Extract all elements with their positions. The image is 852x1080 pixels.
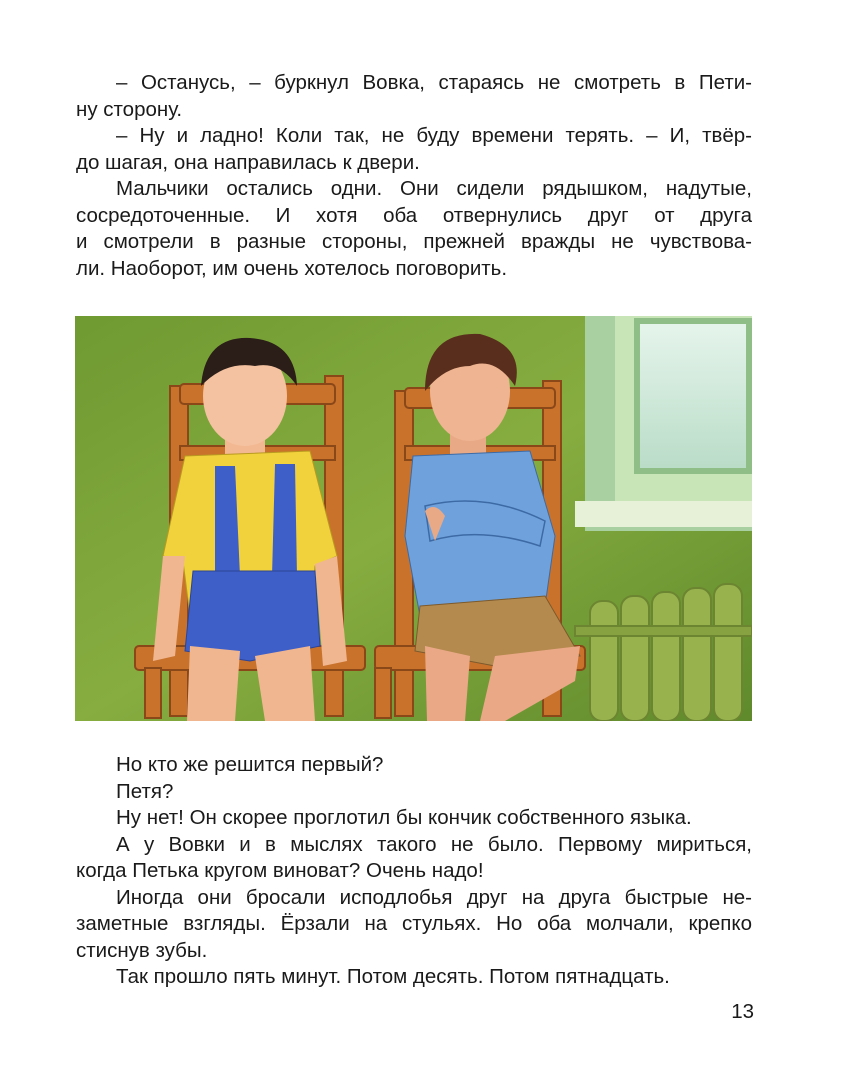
paragraph: Но кто же решится первый? bbox=[116, 753, 384, 776]
paragraph: А у Вовки и в мыслях такого не было. Первому мириться, когда Петька кругом виноват? Очень надо! bbox=[76, 832, 752, 882]
paragraph: Ну нет! Он скорее проглотил бы кончик собственного языка. bbox=[116, 806, 692, 829]
page-number: 13 bbox=[731, 1000, 754, 1023]
bottom-text bbox=[76, 752, 752, 991]
paragraph: Петя? bbox=[116, 779, 174, 803]
paragraph: – Ну и ладно! Коли так, не буду времени терять. – И, твёр- до шагая, она направилась к двери. bbox=[76, 124, 752, 174]
paragraph: Так прошло пять минут. Потом десять. Потом пятнадцать. bbox=[116, 965, 670, 988]
top-text bbox=[76, 70, 752, 282]
paragraph: Иногда они бросали исподлобья друг на друга быстрые не- заметные взгляды. Ёрзали на стульях. Но оба молчали, крепко стиснув зубы. bbox=[76, 885, 752, 962]
radiator bbox=[575, 584, 752, 721]
paragraph: – Останусь, – буркнул Вовка, стараясь не смотреть в Пети- ну сторону. bbox=[76, 71, 752, 121]
illustration bbox=[75, 316, 752, 721]
window bbox=[575, 316, 752, 531]
paragraph: Мальчики остались одни. Они сидели рядышком, надутые, сосредоточенные. И хотя оба отвернулись друг от друга и смотрели в разные стороны, прежней вражды не чувствова- ли. Наоборот, им очень хотелось поговорить. bbox=[76, 177, 752, 280]
